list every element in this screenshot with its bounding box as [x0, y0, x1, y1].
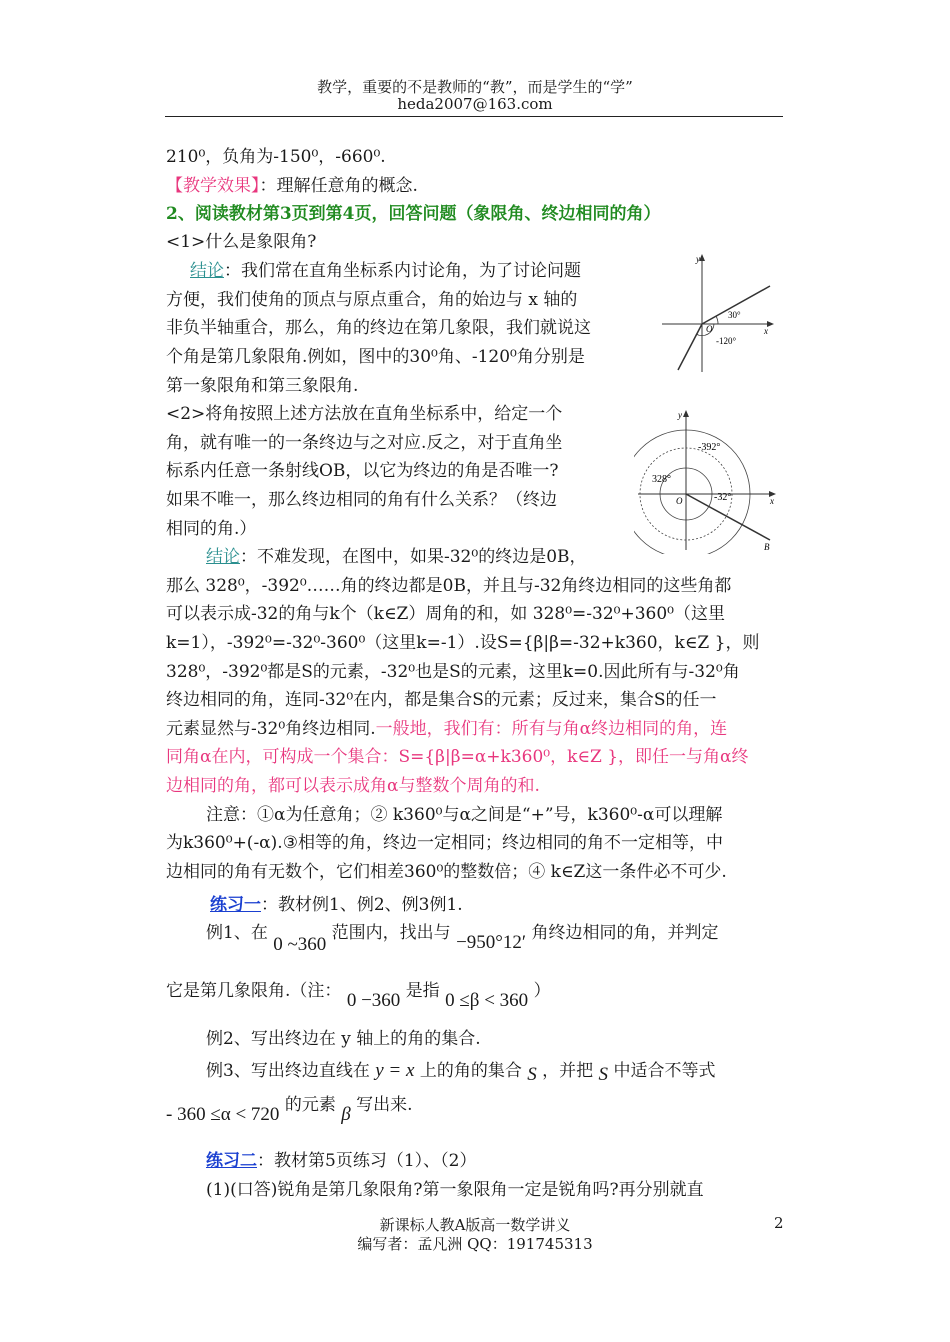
text-line: 相同的角.）	[166, 519, 257, 539]
note-line: 注意：①α为任意角；② k360⁰与α之间是“+”号，k360⁰-α可以理解	[206, 805, 723, 825]
figure1-origin-label: O	[706, 324, 713, 334]
math-set: S	[527, 1064, 537, 1085]
text-line: 【教学效果】：理解任意角的概念.	[166, 176, 418, 196]
text-line: 结论：我们常在直角坐标系内讨论角，为了讨论问题	[190, 261, 581, 281]
figure1-x-arrow	[767, 321, 774, 327]
note-line: 边相同的角有无数个，它们相差360⁰的整数倍；④ k∈Z这一条件必不可少.	[166, 862, 727, 882]
figure1-arc-30	[716, 316, 718, 324]
example-3-cont: - 360 ≤α < 720 的元素 β 写出来.	[166, 1095, 413, 1125]
figure1-ray-neg120	[678, 324, 702, 370]
figure2-angle-label: -392°	[698, 442, 721, 453]
figure2-x-label: x	[770, 496, 774, 506]
header-email: heda2007@163.com	[397, 95, 553, 113]
math-range: 0 ~360	[273, 934, 327, 955]
figure1-angle-label: -120°	[716, 336, 737, 346]
text-line: 方便，我们使角的顶点与原点重合，角的始边与 x 轴的	[166, 290, 578, 310]
note-line: 为k360⁰+(-α).③相等的角，终边一定相同；终边相同的角不一定相等，中	[166, 833, 723, 853]
figure2-arc-outer	[634, 430, 750, 554]
footer-author: 编写者：孟凡洲 QQ：191745313	[357, 1235, 593, 1253]
figure1-angle-label: 30°	[728, 310, 741, 320]
math-inequality: 0 ≤β < 360	[445, 990, 529, 1011]
math-set: S	[598, 1064, 609, 1085]
figure2-point-b: B	[764, 542, 770, 552]
figure1-x-label: x	[764, 326, 768, 336]
figure-quadrant-angle	[658, 250, 780, 382]
figure1-y-label: y	[696, 254, 700, 264]
general-statement: 一般地，我们有：所有与角α终边相同的角，连	[375, 719, 728, 739]
math-angle: −950°12′	[456, 932, 527, 953]
text-line: 328⁰，-392⁰都是S的元素，-32⁰也是S的元素，这里k=0.因此所有与-32⁰角	[166, 662, 740, 682]
example-1: 例1、在 0 ~360 范围内，找出与 −950°12′ 角终边相同的角，并判定	[206, 923, 719, 955]
header-motto: 教学，重要的不是教师的“教”，而是学生的“学”	[317, 78, 633, 96]
footer-title: 新课标人教A版高一数学讲义	[379, 1216, 571, 1234]
exercise-2: 练习二：教材第5页练习（1）、（2）	[206, 1151, 477, 1171]
exercise-2-label: 练习二	[206, 1151, 257, 1171]
text-line: 第一象限角和第三象限角.	[166, 376, 359, 396]
text-line: 结论：不难发现，在图中，如果-32⁰的终边是0B，	[206, 547, 587, 567]
math-inequality: - 360 ≤α < 720	[166, 1104, 280, 1125]
header-rule	[165, 116, 783, 117]
math-range: 0 −360	[346, 990, 401, 1011]
figure2-y-arrow	[683, 410, 689, 417]
text-line: 可以表示成-32的角与k个（k∈Z）周角的和，如 328⁰=-32⁰+360⁰（这里	[166, 604, 725, 624]
question-2: <2>将角按照上述方法放在直角坐标系中，给定一个	[166, 404, 563, 424]
text-line: 非负半轴重合，那么，角的终边在第几象限，我们就说这	[166, 318, 591, 338]
figure-coterminal-angles	[634, 404, 784, 554]
example-3: 例3、写出终边直线在 y = x 上的角的集合 S ，并把 S 中适合不等式	[206, 1060, 716, 1085]
general-statement: 同角α在内，可构成一个集合：S={β|β=α+k360⁰，k∈Z }，即任一与角α终	[166, 747, 749, 767]
exercise-1: 练习一：教材例1、例2、例3例1.	[210, 895, 463, 915]
text-line: 那么 328⁰，-392⁰……角的终边都是0B，并且与-32角终边相同的这些角都	[166, 576, 732, 596]
figure2-y-label: y	[678, 410, 682, 420]
general-statement: 边相同的角，都可以表示成角α与整数个周角的和.	[166, 776, 540, 796]
conclusion-label: 结论	[206, 547, 240, 567]
question-1: <1>什么是象限角?	[166, 232, 317, 252]
text-line: 如果不唯一，那么终边相同的角有什么关系？（终边	[166, 490, 557, 510]
conclusion-label: 结论	[190, 261, 224, 281]
text-line: 元素显然与-32⁰角终边相同.一般地，我们有：所有与角α终边相同的角，连	[166, 719, 728, 739]
text-line: 角，就有唯一的一条终边与之对应.反之，对于直角坐	[166, 433, 563, 453]
example-2: 例2、写出终边在 y 轴上的角的集合.	[206, 1029, 481, 1049]
section-heading: 2、阅读教材第3页到第4页，回答问题（象限角、终边相同的角）	[166, 204, 661, 224]
text-line: 个角是第几象限角.例如，图中的30⁰角、-120⁰角分别是	[166, 347, 585, 367]
example-1-cont: 它是第几象限角.（注： 0 −360 是指 0 ≤β < 360 ）	[166, 981, 551, 1011]
figure2-angle-label: 328°	[652, 474, 671, 485]
text-line: 210⁰，负角为-150⁰，-660⁰.	[166, 147, 386, 167]
text-line: (1)(口答)锐角是第几象限角?第一象限角一定是锐角吗?再分别就直	[206, 1180, 704, 1200]
page-number: 2	[774, 1214, 784, 1232]
math-beta: β	[341, 1104, 351, 1125]
text-line: 标系内任意一条射线OB，以它为终边的角是否唯一?	[166, 461, 559, 481]
figure2-origin-label: O	[676, 496, 683, 506]
exercise-1-label: 练习一	[210, 895, 261, 915]
text-line: 终边相同的角，连同-32⁰在内，都是集合S的元素；反过来，集合S的任一	[166, 690, 717, 710]
figure2-angle-label: -32°	[714, 492, 732, 503]
teaching-effect-label: 【教学效果】	[166, 176, 260, 196]
text-line: k=1），-392⁰=-32⁰-360⁰（这里k=-1）.设S={β|β=-32+k360，k∈Z }，则	[166, 633, 760, 653]
math-line: y = x	[375, 1060, 415, 1081]
